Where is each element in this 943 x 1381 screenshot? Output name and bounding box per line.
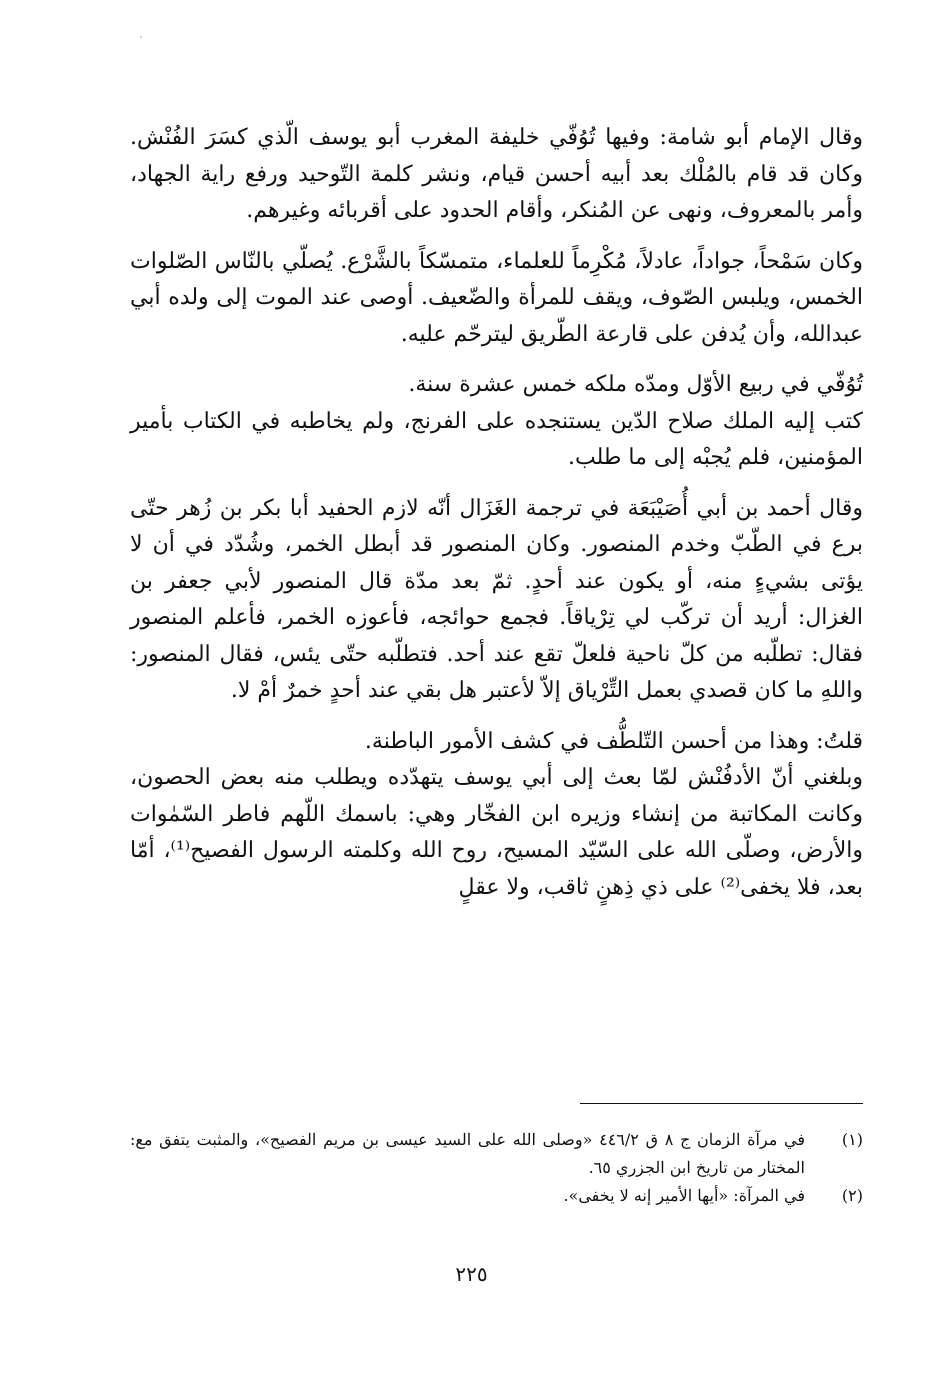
page-number: ٢٢٥ [455, 1262, 488, 1286]
paragraph-ibn-abi-usaybia: وقال أحمد بن أبي أُصَيْبَعَة في ترجمة الغَزَال أنّه لازم الحفيد أبا بكر بن زُهر حتّى برع في الطّبّ وخدم المنصور. وكان المنصور قد أبطل الخمر، وشُدّد في أن لا يؤتى بشيءٍ منه، أو يكون عند أحدٍ. ثمّ بعد مدّة قال المنصور لأبي جعفر بن الغزال: أريد أن تركّب لي تِرْياقاً. فجمع حوائجه، فأعوزه الخمر، فأعلم المنصور فقال: تطلّبه من كلّ ناحية فلعلّ تقع عند أحد. فتطلّبه حتّى يئس، فقال المنصور: واللهِ ما كان قصدي بعمل التِّرْياق إلاّ لأعتبر هل بقي عند أحدٍ خمرٌ أمْ لا. [130, 495, 863, 703]
main-text [130, 120, 863, 906]
paragraph-character: وكان سَمْحاً، جواداً، عادلاً، مُكْرِماً للعلماء، متمسّكاً بالشَّرْع. يُصلّي بالنّاس الصّلوات الخمس، ويلبس الصّوف، ويقف للمرأة والضّعيف. أوصى عند الموت إلى ولده أبي عبدالله، وأن يُدفن على قارعة الطّريق ليترحّم عليه. [130, 248, 863, 347]
paragraph-death: تُوُفّي في ربيع الأوّل ومدّه ملكه خمس عشرة سنة. [408, 372, 863, 397]
footnote-number: (١) [841, 1130, 863, 1149]
footnote-text: في مرآة الزمان ج ٨ ق ٤٤٦/٢ «وصلى الله على السيد عيسى بن مريم الفصيح»، والمثبت يتفق مع: المختار من تاريخ ابن الجزري ٦٥. [130, 1130, 806, 1177]
scan-speck [140, 36, 142, 38]
paragraph-adfunsh-letter: وبلغني أنّ الأدفُنْش لمّا بعث إلى أبي يوسف يتهدّده ويطلب منه بعض الحصون، وكانت المكاتبة من إنشاء وزيره ابن الفخّار وهي: باسمك اللّهم فاطر السّمٰوات والأرض، وصلّى الله على السّيّد المسيح، روح الله وكلمته الرسول الفصيح⁽¹⁾، أمّا بعد، فلا يخفى⁽²⁾ على ذي ذِهنٍ ثاقب، ولا عقلٍ [130, 765, 863, 900]
paragraph-abu-shama: وقال الإمام أبو شامة: وفيها تُوُفّي خليفة المغرب أبو يوسف الّذي كسَرَ الفُنْش. وكان قد قام بالمُلْك بعد أبيه أحسن قيام، ونشر كلمة التّوحيد ورفع راية الجهاد، وأمر بالمعروف، ونهى عن المُنكر، وأقام الحدود على أقربائه وغيرهم. [130, 125, 863, 223]
footnote-1 [130, 1126, 863, 1182]
paragraph-author-note: قلتُ: وهذا من أحسن التّلطُّف في كشف الأمور الباطنة. [364, 728, 863, 754]
paragraph-saladin-letter: كتب إليه الملك صلاح الدّين يستنجده على الفرنج، ولم يخاطبه في الكتاب بأمير المؤمنين، فلم يُجبْه إلى ما طلب. [130, 408, 863, 470]
footnote-number: (٢) [841, 1186, 863, 1205]
footnote-2 [130, 1182, 863, 1210]
footnote-separator [580, 1103, 863, 1104]
footnotes [130, 1126, 863, 1210]
footnote-text: في المرآة: «أيها الأمير إنه لا يخفى». [563, 1186, 805, 1205]
